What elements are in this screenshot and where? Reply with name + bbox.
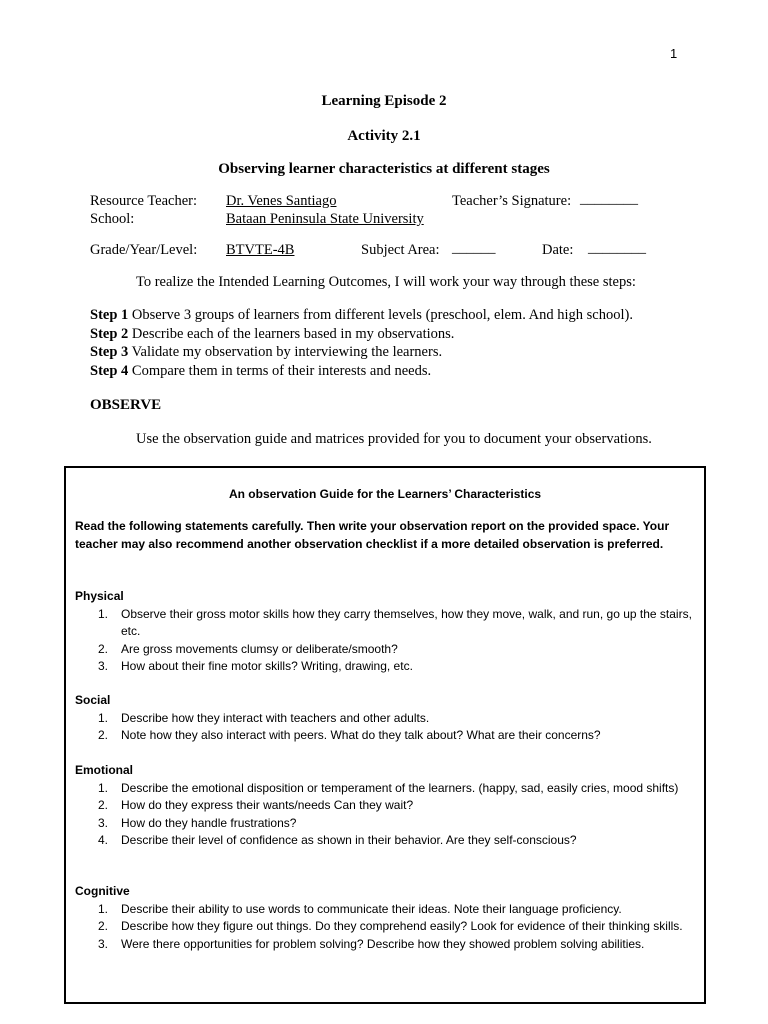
observe-heading: OBSERVE (90, 397, 162, 413)
section-heading: Social (75, 693, 111, 707)
step-label: Step 1 (90, 307, 129, 323)
item-number: 1. (98, 901, 109, 916)
item-text: Were there opportunities for problem solving? Describe how they showed problem solving abilities. (121, 936, 645, 951)
item-text: Observe their gross motor skills how they carry themselves, how they move, walk, and run, go up the stairs, etc. (121, 606, 692, 638)
subject-label: Subject Area: (361, 242, 440, 258)
list-item (75, 727, 700, 745)
item-number: 2. (98, 919, 109, 933)
step-text: Observe 3 groups of learners from different levels (preschool, elem. And high school). (128, 307, 633, 323)
item-text: Describe the emotional disposition or temperament of the learners. (happy, sad, easily cries, mood shifts) (121, 780, 679, 795)
step-item (90, 325, 633, 344)
item-text: Describe their level of confidence as shown in their behavior. Are they self-conscious? (121, 833, 577, 847)
list-item (75, 797, 700, 815)
subject-field: ______ (452, 240, 496, 256)
list-item (75, 606, 700, 641)
list-item (75, 780, 700, 798)
list-item (75, 901, 700, 919)
resource-teacher-label: Resource Teacher: (90, 193, 198, 209)
page-number: 1 (670, 46, 678, 61)
observe-text: Use the observation guide and matrices provided for you to document your observations. (136, 431, 652, 447)
item-text: Describe their ability to use words to communicate their ideas. Note their language proficiency. (121, 901, 622, 916)
item-number: 1. (98, 606, 109, 621)
item-text: How about their fine motor skills? Writing, drawing, etc. (121, 659, 413, 673)
school-value: Bataan Peninsula State University (226, 211, 424, 227)
list-item (75, 710, 700, 728)
item-number: 1. (98, 710, 109, 725)
date-label: Date: (542, 242, 574, 258)
item-text: How do they express their wants/needs Can they wait? (121, 798, 414, 812)
item-text: How do they handle frustrations? (121, 815, 297, 830)
section-heading: Physical (75, 589, 124, 603)
item-text: Describe how they figure out things. Do they comprehend easily? Look for evidence of their thinking skills. (121, 919, 683, 933)
item-number: 1. (98, 780, 109, 795)
grade-value: BTVTE-4B (226, 242, 295, 258)
item-text: Note how they also interact with peers. What do they talk about? What are their concerns? (121, 728, 601, 742)
guide-title: An observation Guide for the Learners’ Characteristics (228, 487, 542, 501)
steps-list (90, 306, 633, 380)
page-title: Learning Episode 2 (321, 93, 447, 109)
section-heading: Emotional (75, 763, 134, 777)
item-text: Are gross movements clumsy or deliberate/smooth? (121, 641, 398, 656)
school-label: School: (90, 211, 135, 227)
step-text: Compare them in terms of their interests and needs. (128, 362, 432, 379)
guide-instructions: Read the following statements carefully. Then write your observation report on the provided space. Your teacher may also recommend another observation checklist if a more detailed observation is preferred. (75, 519, 670, 551)
list-item (75, 641, 700, 659)
signature-label: Teacher’s Signature: (452, 193, 572, 209)
item-number: 2. (98, 728, 109, 742)
step-text: Validate my observation by interviewing the learners. (128, 344, 443, 360)
step-item (90, 362, 633, 381)
item-number: 4. (98, 833, 109, 847)
item-number: 3. (98, 659, 109, 673)
item-number: 2. (98, 798, 109, 812)
section-heading: Cognitive (75, 884, 130, 898)
resource-teacher-value: Dr. Venes Santiago (226, 193, 337, 209)
page-subtitle: Observing learner characteristics at different stages (218, 161, 550, 177)
step-text: Describe each of the learners based in my observations. (128, 325, 455, 342)
list-item (75, 815, 700, 833)
step-item (90, 306, 633, 325)
step-label: Step 2 (90, 325, 129, 342)
observation-guide-box (64, 466, 706, 1004)
activity-title: Activity 2.1 (347, 128, 421, 144)
section-cognitive (75, 883, 700, 953)
step-label: Step 3 (90, 344, 129, 360)
intro-text: To realize the Intended Learning Outcomes, I will work your way through these steps: (136, 274, 636, 290)
signature-field: ________ (580, 191, 638, 207)
section-social (75, 692, 700, 745)
list-item (75, 936, 700, 954)
item-number: 2. (98, 641, 109, 656)
item-number: 3. (98, 815, 109, 830)
item-text: Describe how they interact with teachers and other adults. (121, 710, 430, 725)
step-item (90, 343, 633, 362)
grade-label: Grade/Year/Level: (90, 242, 198, 258)
list-item (75, 832, 700, 850)
list-item (75, 658, 700, 676)
section-emotional (75, 762, 700, 850)
list-item (75, 918, 700, 936)
item-number: 3. (98, 936, 109, 951)
date-field: ________ (588, 240, 646, 256)
section-physical (75, 588, 700, 676)
step-label: Step 4 (90, 362, 129, 379)
